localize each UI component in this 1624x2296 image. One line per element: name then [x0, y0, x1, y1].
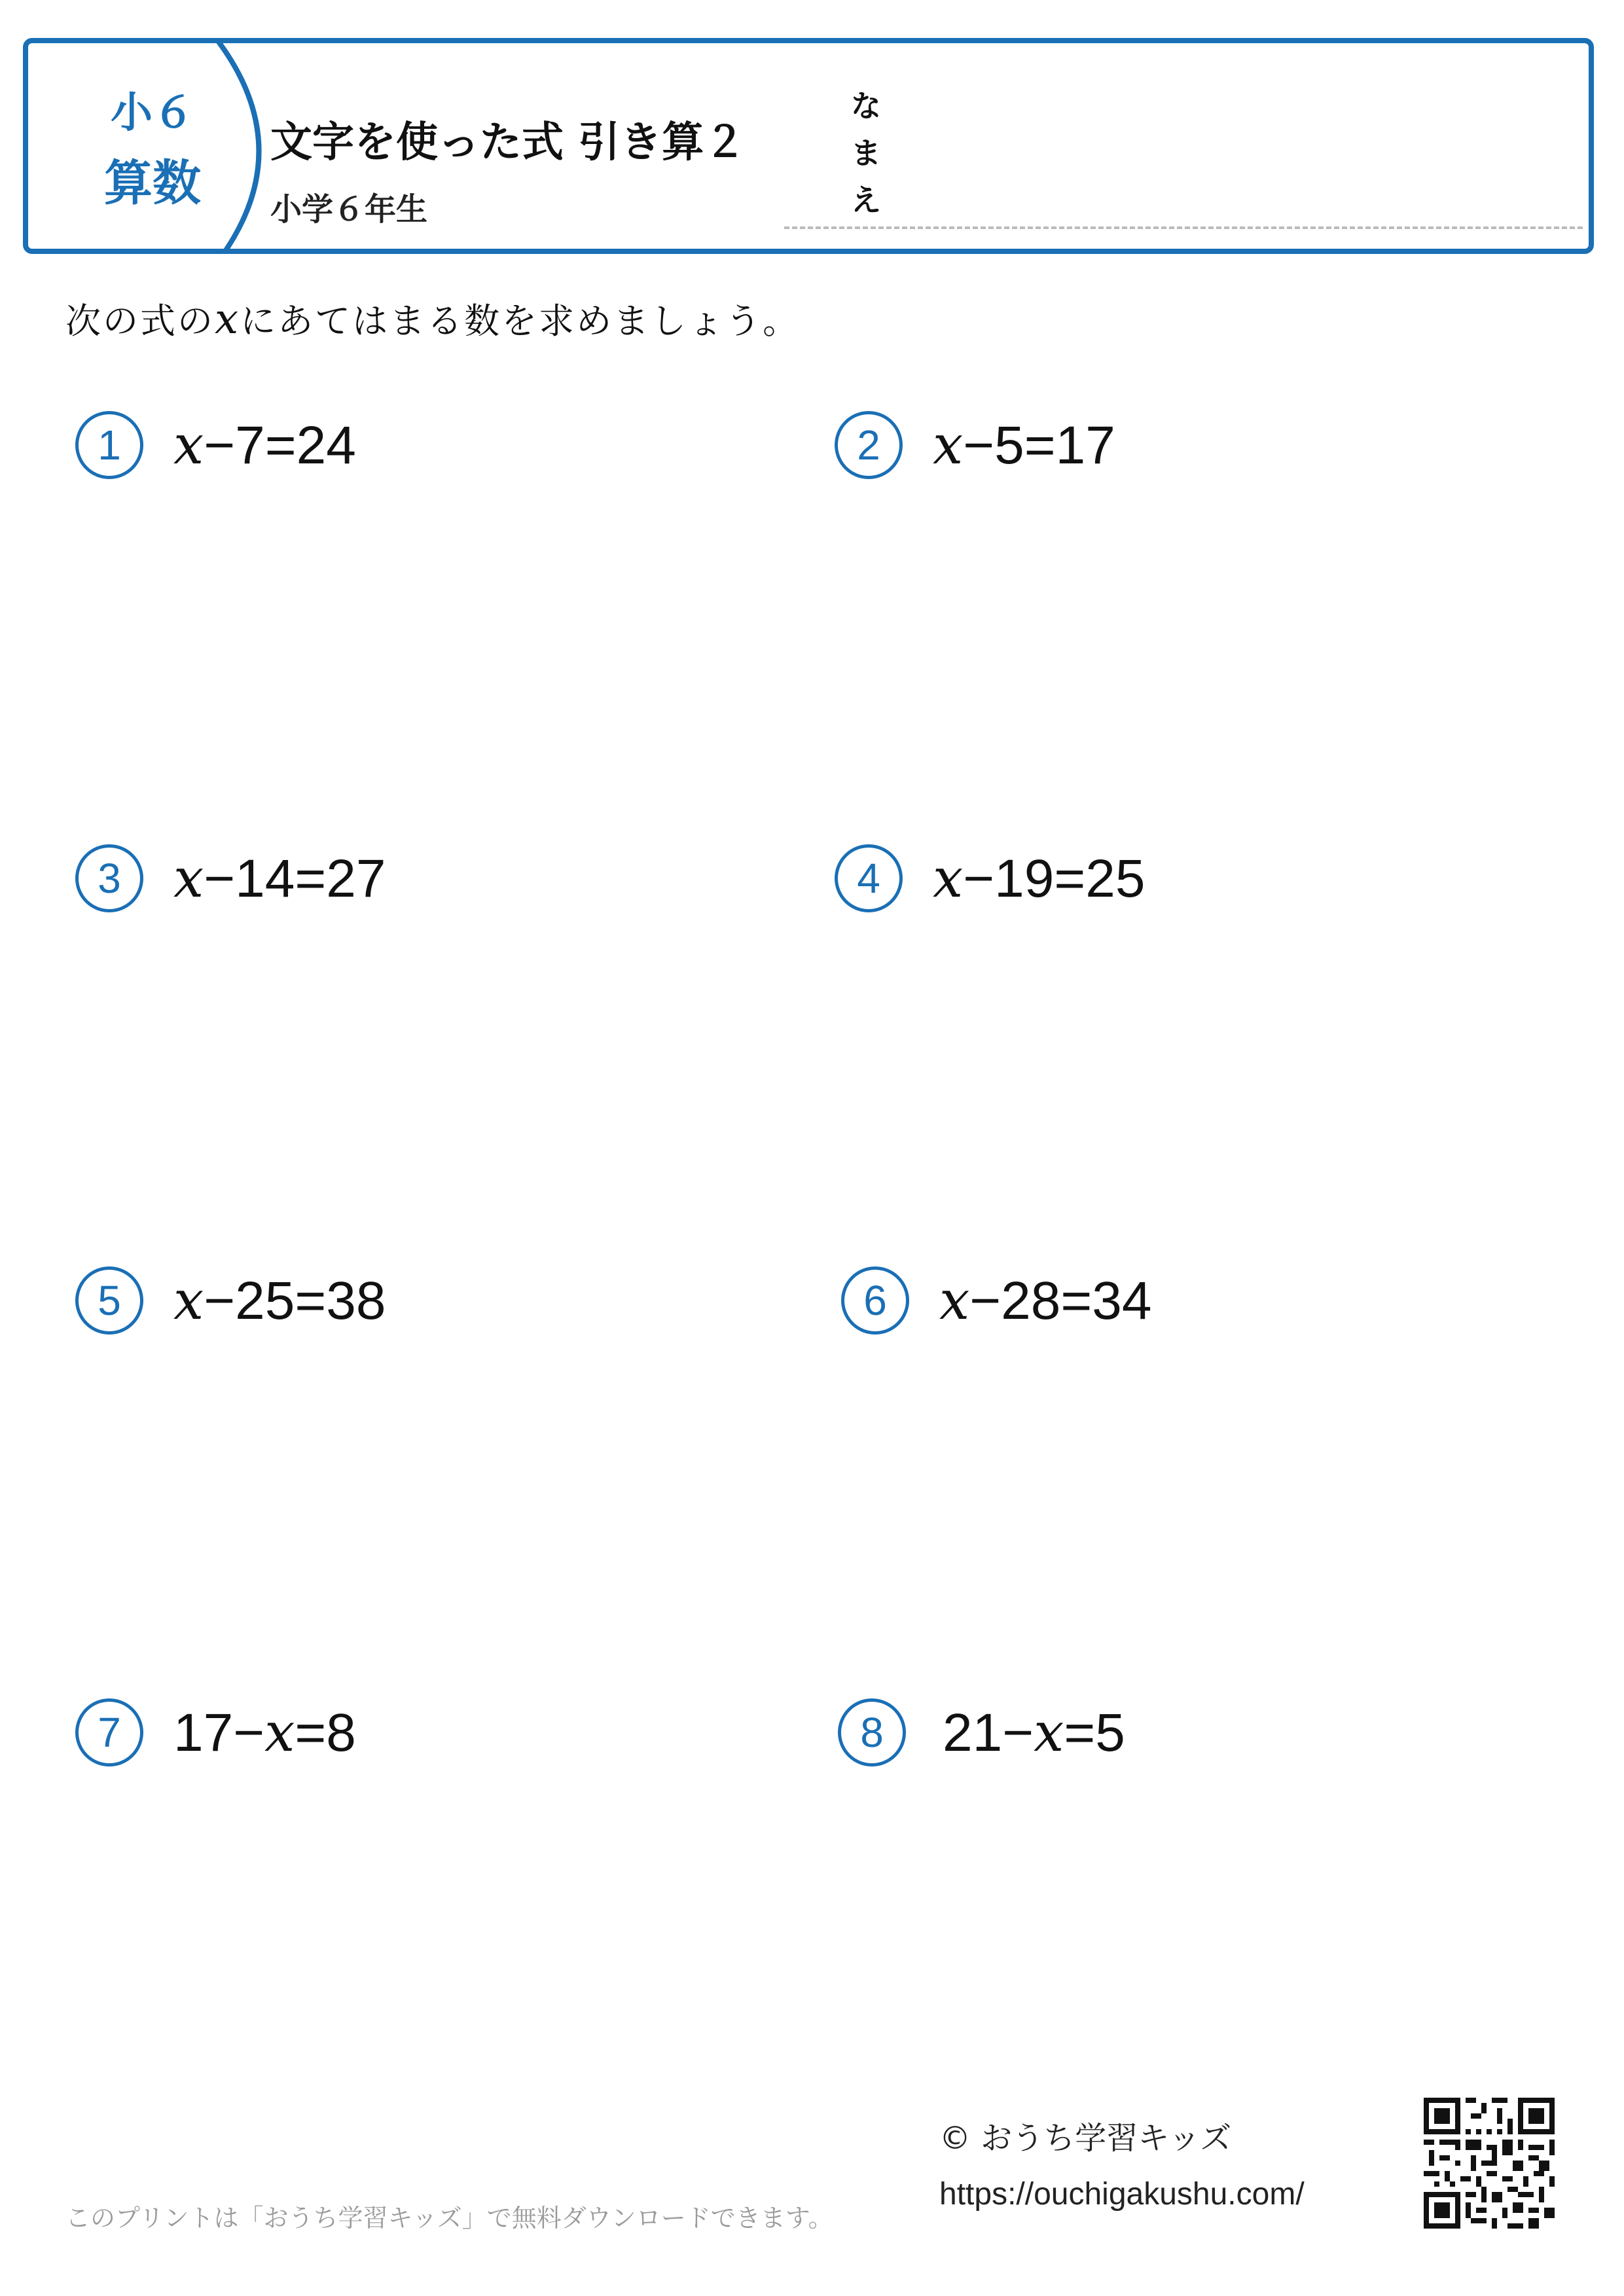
footer-note: このプリントは「おうち学習キッズ」で無料ダウンロードできます。 — [65, 2204, 833, 2233]
name-write-line[interactable] — [784, 226, 1583, 229]
problem-number-circle: 6 — [841, 1266, 909, 1335]
equation-text: −19=25 — [963, 849, 1146, 908]
worksheet-title: 文字を使った式 引き算２ — [270, 118, 746, 167]
equation-text: −5=17 — [963, 416, 1115, 475]
problem-number-circle: 2 — [835, 411, 903, 479]
instruction-variable: x — [215, 295, 241, 344]
equation-variable: x — [173, 414, 204, 476]
instruction-before: 次の式の — [65, 300, 215, 342]
equation-text: −7=24 — [204, 416, 356, 475]
problem-number-circle: 8 — [838, 1698, 906, 1767]
worksheet-header — [23, 38, 1594, 254]
worksheet-subtitle: 小学６年生 — [270, 191, 428, 228]
problem-number-circle: 3 — [75, 844, 143, 912]
problem-equation — [173, 1270, 386, 1332]
problem-number-circle: 5 — [75, 1266, 143, 1335]
equation-text: =8 — [295, 1703, 356, 1763]
name-label-char: な — [851, 88, 881, 124]
equation-text: 17− — [173, 1703, 265, 1763]
instruction-text — [65, 293, 800, 344]
qr-code-icon — [1424, 2098, 1555, 2229]
problem-number-circle: 4 — [835, 844, 903, 912]
equation-variable: x — [939, 1270, 970, 1332]
subject-badge: 算数 — [104, 155, 201, 211]
problem-equation — [939, 1270, 1151, 1332]
equation-text: −14=27 — [204, 849, 386, 908]
equation-variable: x — [933, 414, 964, 476]
equation-text: −25=38 — [204, 1271, 386, 1331]
equation-text: =5 — [1064, 1703, 1125, 1763]
equation-variable: x — [1034, 1702, 1064, 1764]
problem-equation — [933, 848, 1145, 910]
name-label-char: え — [851, 183, 881, 218]
instruction-after: にあてはまる数を求めましょう。 — [240, 300, 801, 342]
site-url-link[interactable]: https://ouchigakushu.com/ — [939, 2177, 1305, 2212]
problem-equation — [933, 415, 1115, 476]
name-label-char: ま — [851, 135, 881, 171]
copyright-text: © おうち学習キッズ — [939, 2120, 1232, 2157]
problem-number-circle: 7 — [75, 1698, 143, 1767]
name-label — [846, 82, 886, 224]
equation-text: −28=34 — [969, 1271, 1152, 1331]
problem-number-circle: 1 — [75, 411, 143, 479]
equation-variable: x — [173, 1270, 204, 1332]
equation-variable: x — [264, 1702, 295, 1764]
equation-text: 21− — [943, 1703, 1034, 1763]
problem-equation — [173, 1702, 356, 1764]
equation-variable: x — [933, 848, 964, 910]
equation-variable: x — [173, 848, 204, 910]
grade-badge: 小６ — [111, 89, 194, 137]
problem-equation — [943, 1702, 1125, 1764]
problem-equation — [173, 415, 356, 476]
problem-equation — [173, 848, 386, 910]
